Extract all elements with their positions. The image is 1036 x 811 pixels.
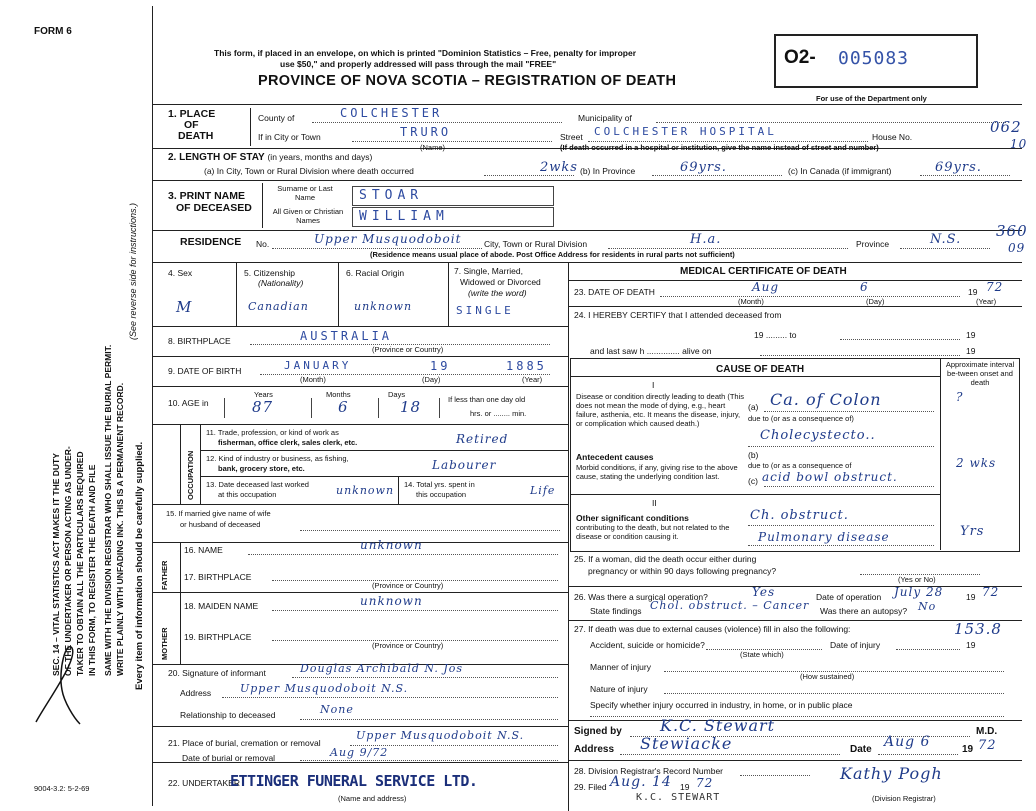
marital-status-label: 7. Single, Married, Widowed or Divorced (write the word) bbox=[454, 266, 541, 298]
external-causes-code: 153.8 bbox=[954, 620, 1002, 638]
registrar-signature: Kathy Pogh bbox=[840, 764, 943, 783]
citizenship-label: 5. Citizenship bbox=[244, 268, 296, 278]
cause-a-value: Ca. of Colon bbox=[770, 390, 882, 409]
citizenship-value: Canadian bbox=[248, 300, 309, 313]
autopsy-value: No bbox=[918, 600, 937, 613]
sex-value: M bbox=[176, 298, 193, 316]
other-conditions-note: contributing to the death, but not related to the disease or condition causing it. bbox=[576, 523, 730, 541]
print-name-label: 3. PRINT NAME OF DECEASED bbox=[168, 190, 252, 214]
given-value: WILLIAM bbox=[359, 209, 449, 224]
province-label: Province bbox=[856, 239, 890, 249]
occupation-side-label: OCCUPATION bbox=[186, 450, 195, 500]
autopsy-label: Was there an autopsy? bbox=[820, 606, 908, 616]
margin-pen-mark bbox=[28, 640, 88, 730]
marital-status-value: SINGLE bbox=[456, 304, 514, 317]
record-number-label: 28. Division Registrar's Record Number bbox=[574, 766, 724, 776]
total-years-label: 14. Total yrs. spent in this occupation bbox=[404, 480, 475, 499]
specify-label: Specify whether injury occurred in industry, in home, or in public place bbox=[590, 700, 853, 710]
operation-date-value: July 28 bbox=[894, 585, 944, 599]
dob-month: JANUARY bbox=[284, 359, 352, 372]
surgical-operation-value: Yes bbox=[752, 585, 776, 599]
mother-side-label: MOTHER bbox=[160, 627, 169, 660]
antecedent-label: Antecedent causes bbox=[576, 452, 654, 462]
disease-label: Disease or condition directly leading to death (This does not mean the mode of dying, e.g., heart failure, asthenia, etc. It means the disease, injury, or complication which caused death.) bbox=[576, 392, 745, 428]
stay-city-label: (a) In City, Town or Rural Division where death occurred bbox=[204, 166, 414, 176]
sex-label: 4. Sex bbox=[168, 268, 193, 278]
undertaker-value: ETTINGER FUNERAL SERVICE LTD. bbox=[230, 772, 478, 790]
father-name-label: 16. NAME bbox=[184, 545, 223, 555]
dept-use-note: For use of the Department only bbox=[816, 94, 927, 103]
given-names-box bbox=[352, 207, 554, 227]
informant-address-value: Upper Musquodoboit N.S. bbox=[240, 682, 409, 695]
residence-city-value: H.a. bbox=[690, 232, 722, 247]
stay-province-label: (b) In Province bbox=[580, 166, 636, 176]
surname-label: Surname or Last Name bbox=[277, 184, 333, 202]
age-label: 10. AGE in bbox=[168, 398, 209, 408]
stamp-signature: K.C. STEWART bbox=[636, 792, 721, 803]
cause-header: CAUSE OF DEATH bbox=[716, 364, 805, 375]
father-birthplace-label: 17. BIRTHPLACE bbox=[184, 572, 252, 582]
total-years-value: Life bbox=[530, 484, 556, 497]
certify-label: 24. I HEREBY CERTIFY that I attended deceased from bbox=[574, 310, 782, 320]
undertaker-label: 22. UNDERTAKER bbox=[168, 778, 240, 788]
city-value: TRURO bbox=[400, 125, 452, 139]
signed-by-label: Signed by bbox=[574, 726, 622, 737]
residence-city-label: City, Town or Rural Division bbox=[484, 239, 588, 249]
pregnancy-question: 25. If a woman, did the death occur either during pregnancy or within 90 days following pregnancy? bbox=[574, 554, 777, 576]
informant-signature-value: Douglas Archibald N. Jos bbox=[300, 662, 463, 675]
filed-value: Aug. 14 bbox=[610, 774, 672, 790]
given-label: All Given or Christian Names bbox=[272, 207, 344, 225]
last-worked-value: unknown bbox=[336, 484, 395, 497]
county-label: County of bbox=[258, 113, 295, 123]
relationship-value: None bbox=[320, 703, 354, 716]
interval-a-value: ? bbox=[956, 390, 964, 404]
death-year: 72 bbox=[986, 280, 1004, 294]
informant-address-label: Address bbox=[180, 688, 212, 698]
last-saw-label: and last saw h .............. alive on bbox=[590, 346, 712, 356]
operation-date-label: Date of operation bbox=[816, 592, 882, 602]
street-label: Street bbox=[560, 132, 583, 142]
death-month: Aug bbox=[752, 280, 780, 294]
house-no-label: House No. bbox=[872, 132, 913, 142]
trade-label: 11. Trade, profession, or kind of work as fisherman, office clerk, sales clerk, etc. bbox=[206, 428, 358, 447]
other-conditions-value: Ch. obstruct. bbox=[750, 508, 849, 523]
county-value: COLCHESTER bbox=[340, 106, 443, 120]
father-side-label: FATHER bbox=[160, 560, 169, 590]
dob-day: 19 bbox=[430, 359, 451, 373]
surgical-operation-label: 26. Was there a surgical operation? bbox=[574, 592, 708, 602]
interval-header: Approximate interval be-tween onset and death bbox=[945, 360, 1015, 387]
municipality-label: Municipality of bbox=[578, 113, 632, 123]
mail-notice-1: This form, if placed in an envelope, on which is printed "Dominion Statistics – Free, penalty for improper bbox=[214, 48, 637, 58]
birthplace-label: 8. BIRTHPLACE bbox=[168, 336, 231, 346]
residence-label: RESIDENCE bbox=[180, 236, 242, 248]
medical-certificate-header: MEDICAL CERTIFICATE OF DEATH bbox=[680, 266, 847, 277]
father-name-value: unknown bbox=[360, 538, 423, 552]
sec14-note-2: SAME WITH THE DIVISION REGISTRAR WHO SHALL ISSUE THE BURIAL PERMIT. WRITE PLAINLY WITH UNFADING INK. THIS IS A PERMANENT RECORD. bbox=[103, 344, 125, 676]
surname-value: STOAR bbox=[359, 188, 424, 203]
accident-label: Accident, suicide or homicide? bbox=[590, 640, 705, 650]
external-causes-label: 27. If death was due to external causes (violence) fill in also the following: bbox=[574, 624, 851, 634]
spouse-label: 15. If married give name of wife or husband of deceased bbox=[166, 509, 271, 529]
other-interval-value: Yrs bbox=[960, 524, 985, 539]
stay-canada-value: 69yrs. bbox=[935, 160, 982, 175]
dob-year: 1885 bbox=[506, 359, 547, 373]
reverse-side-note: (See reverse side for instructions.) bbox=[128, 202, 138, 340]
maiden-name-label: 18. MAIDEN NAME bbox=[184, 601, 259, 611]
stay-province-value: 69yrs. bbox=[680, 160, 727, 175]
burial-place-value: Upper Musquodoboit N.S. bbox=[356, 729, 525, 742]
cert-date-value: Aug 6 bbox=[884, 734, 931, 750]
age-months-value: 6 bbox=[338, 398, 349, 416]
age-days-value: 18 bbox=[400, 398, 422, 416]
stay-city-value: 2wks bbox=[540, 160, 578, 175]
racial-origin-value: unknown bbox=[354, 300, 413, 313]
stay-canada-label: (c) In Canada (if immigrant) bbox=[788, 166, 892, 176]
nature-label: Nature of injury bbox=[590, 684, 648, 694]
registration-number: 005083 bbox=[838, 48, 910, 69]
surname-box bbox=[352, 186, 554, 206]
mail-notice-2: use $50," and properly addressed will pass through the mail "FREE" bbox=[280, 59, 557, 69]
filed-label: 29. Filed bbox=[574, 782, 607, 792]
age-years-value: 87 bbox=[252, 398, 274, 416]
other-conditions-label: Other significant conditions bbox=[576, 513, 689, 523]
doctor-address-value: Stewiacke bbox=[640, 734, 733, 753]
antecedent-note: Morbid conditions, if any, giving rise to the above cause, stating the underlying condition last. bbox=[576, 463, 738, 481]
form-number: FORM 6 bbox=[34, 26, 72, 37]
less-than-day-label: If less than one day old hrs. or ........ min. bbox=[448, 395, 527, 418]
doctor-address-label: Address bbox=[574, 744, 615, 755]
date-of-death-label: 23. DATE OF DEATH bbox=[574, 287, 655, 297]
other-conditions-value-2: Pulmonary disease bbox=[758, 530, 890, 544]
informant-signature-label: 20. Signature of informant bbox=[168, 668, 266, 678]
dob-label: 9. DATE OF BIRTH bbox=[168, 366, 242, 376]
length-of-stay-label: 2. LENGTH OF STAY (in years, months and days) bbox=[168, 152, 373, 163]
cause-a2-value: Cholecystecto.. bbox=[760, 428, 876, 443]
findings-value: Chol. obstruct. – Cancer bbox=[650, 599, 810, 612]
province-value: N.S. bbox=[930, 232, 962, 247]
registration-box bbox=[774, 34, 978, 88]
print-code: 9004-3.2: 5-2-69 bbox=[34, 784, 90, 793]
relationship-label: Relationship to deceased bbox=[180, 710, 276, 720]
residence-note: (Residence means usual place of abode. Post Office Address for residents in rural parts not sufficient) bbox=[370, 250, 735, 259]
city-label: If in City or Town bbox=[258, 132, 321, 142]
racial-origin-label: 6. Racial Origin bbox=[346, 268, 405, 278]
sec14-note: SEC. 14 – VITAL STATISTICS ACT MAKES IT THE DUTY OF THE UNDERTAKER OR PERSON ACTING AS UNDER- TAKER TO OBTAIN ALL THE PARTICULARS REQUIRED IN THIS FORM, TO REGISTER THE DEATH AND FILE bbox=[51, 446, 97, 676]
manner-label: Manner of injury bbox=[590, 662, 651, 672]
trade-value: Retired bbox=[456, 432, 509, 446]
interval-b-value: 2 wks bbox=[956, 456, 997, 470]
place-margin-code: 062 bbox=[990, 118, 1022, 136]
findings-label: State findings bbox=[590, 606, 642, 616]
death-day: 6 bbox=[860, 280, 869, 294]
birthplace-value: AUSTRALIA bbox=[300, 329, 393, 343]
burial-label: 21. Place of burial, cremation or removal Date of burial or removal bbox=[168, 738, 321, 763]
registration-prefix: O2- bbox=[784, 47, 816, 68]
last-worked-label: 13. Date deceased last worked at this occupation bbox=[206, 480, 309, 499]
industry-value: Labourer bbox=[432, 458, 497, 472]
hospital-note: (If death occurred in a hospital or institution, give the name instead of street and number) bbox=[560, 143, 879, 152]
place-of-death-label: 1. PLACE OF DEATH bbox=[168, 108, 216, 142]
maiden-name-value: unknown bbox=[360, 594, 423, 608]
signed-by-value: K.C. Stewart bbox=[660, 716, 776, 735]
residence-value: Upper Musquodoboit bbox=[314, 232, 462, 246]
burial-date-value: Aug 9/72 bbox=[330, 746, 389, 759]
page-title: PROVINCE OF NOVA SCOTIA – REGISTRATION OF DEATH bbox=[258, 73, 677, 89]
every-item-note: Every item of information should be carefully supplied. bbox=[134, 441, 145, 690]
residence-margin-code: 360 bbox=[996, 222, 1028, 240]
date-of-injury-label: Date of injury bbox=[830, 640, 881, 650]
residence-no-label: No. bbox=[256, 239, 270, 249]
street-value: COLCHESTER HOSPITAL bbox=[594, 125, 777, 138]
mother-birthplace-label: 19. BIRTHPLACE bbox=[184, 632, 252, 642]
cert-date-label: Date bbox=[850, 744, 872, 755]
industry-label: 12. Kind of industry or business, as fishing, bank, grocery store, etc. bbox=[206, 454, 349, 473]
cause-c-value: acid bowl obstruct. bbox=[762, 470, 898, 484]
